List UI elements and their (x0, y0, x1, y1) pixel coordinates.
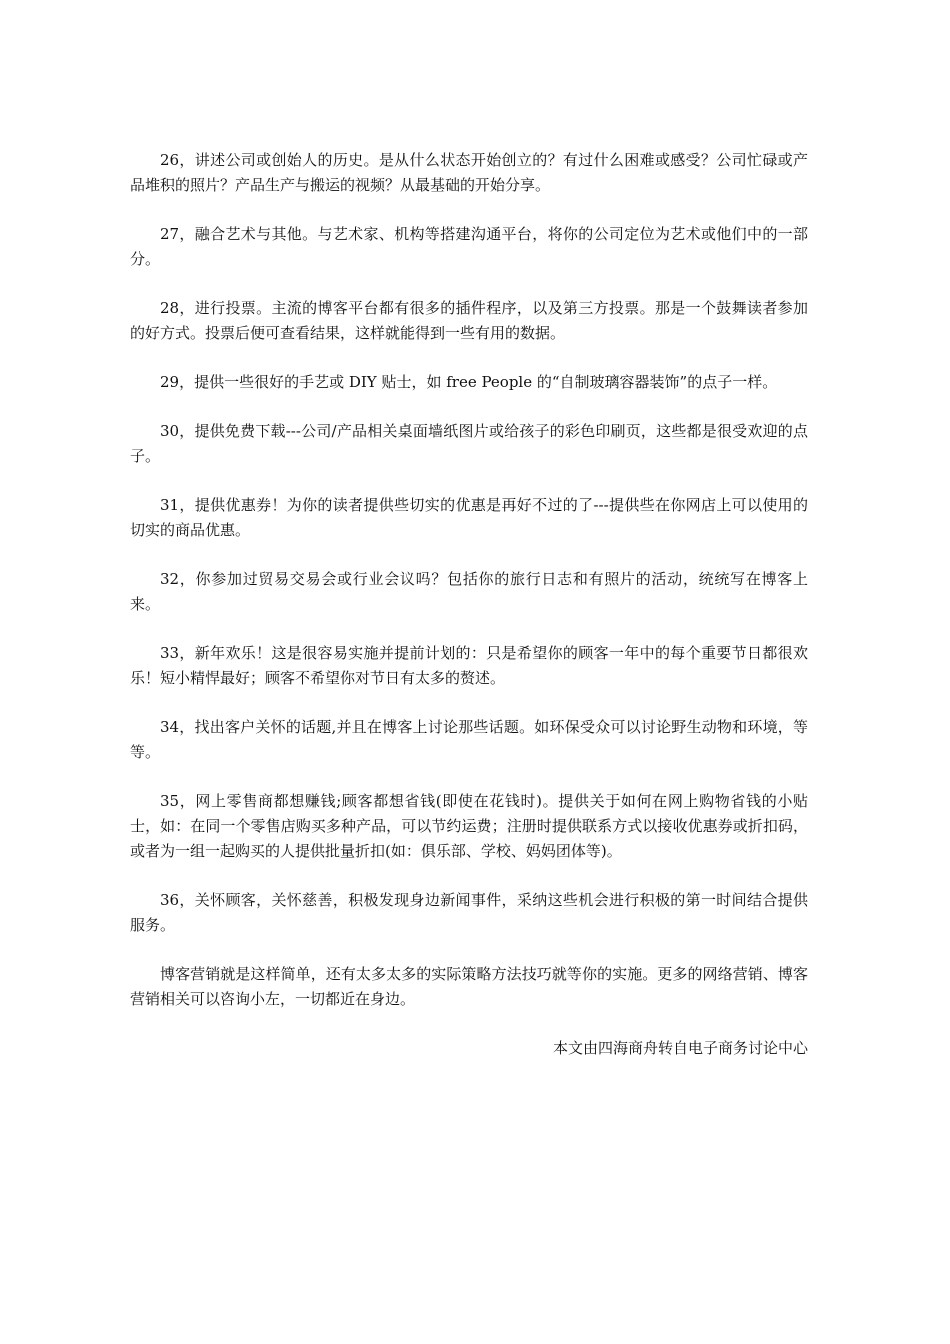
paragraph-26: 26，讲述公司或创始人的历史。是从什么状态开始创立的？有过什么困难或感受？公司忙碌或产品堆积的照片？产品生产与搬运的视频？从最基础的开始分享。 (130, 151, 808, 194)
closing-paragraph: 博客营销就是这样简单，还有太多太多的实际策略方法技巧就等你的实施。更多的网络营销、博客营销相关可以咨询小左，一切都近在身边。 (130, 965, 808, 1008)
paragraph-33: 33，新年欢乐！这是很容易实施并提前计划的：只是希望你的顾客一年中的每个重要节日都很欢乐！短小精悍最好；顾客不希望你对节日有太多的赘述。 (130, 644, 808, 687)
paragraph-27: 27，融合艺术与其他。与艺术家、机构等搭建沟通平台，将你的公司定位为艺术或他们中的一部分。 (130, 225, 808, 268)
paragraph-29: 29，提供一些很好的手艺或 DIY 贴士，如 free People 的“自制玻璃容器装饰”的点子一样。 (160, 373, 778, 391)
source-note: 本文由四海商舟转自电子商务讨论中心 (552, 1039, 808, 1057)
paragraph-28: 28，进行投票。主流的博客平台都有很多的插件程序，以及第三方投票。那是一个鼓舞读者参加的好方式。投票后便可查看结果，这样就能得到一些有用的数据。 (130, 299, 808, 342)
paragraph-36: 36，关怀顾客，关怀慈善，积极发现身边新闻事件，采纳这些机会进行积极的第一时间结合提供服务。 (130, 891, 808, 934)
document-page (130, 148, 808, 1061)
paragraph-31: 31，提供优惠券！为你的读者提供些切实的优惠是再好不过的了---提供些在你网店上可以使用的切实的商品优惠。 (130, 496, 808, 539)
paragraph-35: 35，网上零售商都想赚钱;顾客都想省钱(即使在花钱时)。提供关于如何在网上购物省钱的小贴士，如：在同一个零售店购买多种产品，可以节约运费；注册时提供联系方式以接收优惠券或折扣码，或者为一组一起购买的人提供批量折扣(如：俱乐部、学校、妈妈团体等)。 (130, 792, 808, 860)
paragraph-30: 30，提供免费下载---公司/产品相关桌面墙纸图片或给孩子的彩色印刷页，这些都是很受欢迎的点子。 (130, 422, 808, 465)
paragraph-34: 34，找出客户关怀的话题,并且在博客上讨论那些话题。如环保受众可以讨论野生动物和环境，等等。 (130, 718, 808, 761)
paragraph-32: 32，你参加过贸易交易会或行业会议吗？包括你的旅行日志和有照片的活动，统统写在博客上来。 (130, 570, 808, 613)
